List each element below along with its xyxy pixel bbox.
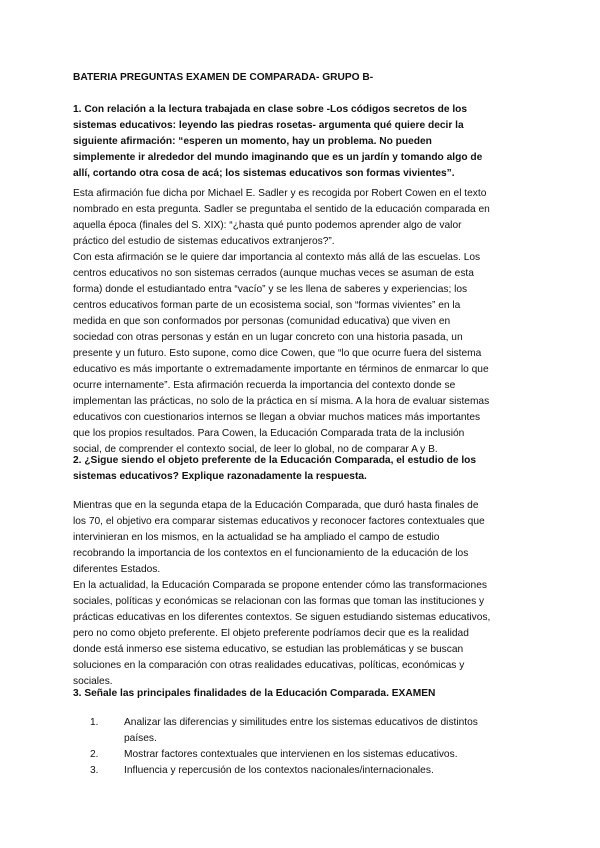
question-1-line: allí, cortando otra cosa de acá; los sistemas educativos son formas vivientes”. [73, 168, 455, 179]
answer-1-line: educativo es más importante o extremadamente importante en términos de enmarcar lo que [73, 364, 489, 375]
list-item-number: 2. [90, 749, 99, 760]
list-item-line: Mostrar factores contextuales que intervienen en los sistemas educativos. [124, 749, 458, 760]
list-item [90, 747, 530, 763]
answer-2-line: sociales. [73, 676, 113, 687]
list-item-line: Influencia y repercusión de los contextos nacionales/internacionales. [124, 765, 434, 776]
answer-1-line: implementan las prácticas, no solo de la práctica en sí misma. A la hora de evaluar sistemas [73, 396, 490, 407]
answer-2-line: los 70, el objetivo era comparar sistemas educativos y reconocer factores contextuales que [73, 516, 485, 527]
answer-2-line: En la actualidad, la Educación Comparada se propone entender cómo las transformaciones [73, 580, 487, 591]
question-1-line: simplemente ir alrededor del mundo imaginando que es un jardín y tomando algo de [73, 152, 483, 163]
answer-2-line: sociales, políticas y económicas se relacionan con las formas que toman las instituciones y [73, 596, 485, 607]
answer-1-line: social, de comprender el contexto social, de leer lo global, no de comparar A y B. [73, 444, 438, 455]
answer-1-line: que los propios resultados. Para Cowen, la Educación Comparada trata de la inclusión [73, 428, 465, 439]
list-item-line: Analizar las diferencias y similitudes entre los sistemas educativos de distintos [124, 717, 478, 728]
answer-1-line: nombrado en esta pregunta. Sadler se preguntaba el sentido de la educación comparada en [73, 204, 490, 215]
question-1-line: siguiente afirmación: “esperen un momento, hay un problema. No pueden [73, 136, 432, 147]
question-3 [73, 686, 533, 702]
answer-1-line: educativos con cuestionarios internos se llegan a obviar muchos matices más importantes [73, 412, 481, 423]
answer-1-line: sociedad con otras personas y están en un lugar concreto con una historia pasada, un [73, 332, 463, 343]
list-item-number: 3. [90, 765, 99, 776]
answer-2-line: donde está inmerso ese sistema educativo, se estudian las problemáticas y se buscan [73, 644, 464, 655]
answer-1-line: práctico del estudio de sistemas educativos extranjeros?”. [73, 236, 335, 247]
question-1-line: sistemas educativos: leyendo las piedras rosetas- argumenta qué quiere decir la [73, 120, 464, 131]
answer-1-line: ocurre internamente”. Esta afirmación recuerda la importancia del contexto donde se [73, 380, 456, 391]
finalidades-list [90, 715, 530, 779]
answer-2-line: recobrando la importancia de los contextos en el funcionamiento de la educación de los [73, 548, 469, 559]
answer-1-line: aquella época (finales del S. XIX): “¿hasta qué punto podemos aprender algo de valor [73, 220, 462, 231]
answer-2-line: pero no como objeto preferente. El objeto preferente podríamos decir que es la realidad [73, 628, 469, 639]
question-2-line: 2. ¿Sigue siendo el objeto preferente de la Educación Comparada, el estudio de los [73, 455, 477, 466]
question-1 [73, 102, 533, 182]
answer-1 [73, 186, 533, 458]
list-item [90, 715, 530, 747]
question-1-line: 1. Con relación a la lectura trabajada en clase sobre -Los códigos secretos de los [73, 104, 468, 115]
list-item [90, 763, 530, 779]
answer-2-line: intervinieran en los mismos, en la actualidad se ha ampliado el campo de estudio [73, 532, 440, 543]
answer-2-line: prácticas educativas en los diferentes contextos. Se siguen estudiando sistemas educativos, [73, 612, 491, 623]
answer-1-line: forma) donde el estudiantado entra “vacío” y se les llena de saberes y experiencias; los [73, 284, 468, 295]
list-item-line: países. [124, 733, 157, 744]
list-item-number: 1. [90, 717, 99, 728]
question-2 [73, 453, 533, 485]
question-3-line: 3. Señale las principales finalidades de la Educación Comparada. EXAMEN [73, 688, 436, 699]
answer-1-line: centros educativos no son sistemas cerrados (aunque muchas veces se asuman de esta [73, 268, 474, 279]
answer-2-line: soluciones en la comparación con otras realidades educativas, políticas, económicas y [73, 660, 465, 671]
answer-2-line: diferentes Estados. [73, 564, 161, 575]
document-title: BATERIA PREGUNTAS EXAMEN DE COMPARADA- GRUPO B- [73, 72, 374, 83]
answer-1-line: Esta afirmación fue dicha por Michael E. Sadler y es recogida por Robert Cowen en el texto [73, 188, 487, 199]
answer-2 [73, 498, 533, 690]
question-2-line: sistemas educativos? Explique razonadamente la respuesta. [73, 471, 367, 482]
answer-1-line: medida en que son conformados por personas (comunidad educativa) que viven en [73, 316, 451, 327]
answer-1-line: presente y un futuro. Esto supone, como dice Cowen, que “lo que ocurre fuera del sistema [73, 348, 482, 359]
answer-1-line: Con esta afirmación se le quiere dar importancia al contexto más allá de las escuelas. Los [73, 252, 481, 263]
answer-2-line: Mientras que en la segunda etapa de la Educación Comparada, que duró hasta finales de [73, 500, 479, 511]
answer-1-line: centros educativos forman parte de un ecosistema social, son “formas vivientes” en la [73, 300, 461, 311]
